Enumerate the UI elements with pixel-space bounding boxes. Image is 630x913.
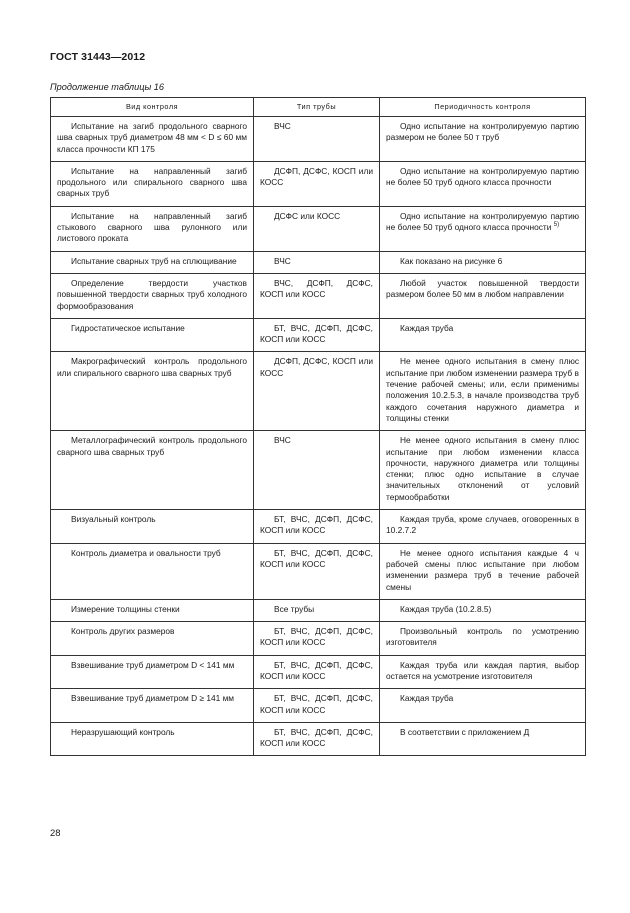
cell-pipe-type-text — [260, 626, 373, 649]
cell-control-period-value: Произвольный контроль по усмотрению изготовителя — [386, 626, 579, 648]
cell-control-period — [380, 622, 586, 656]
cell-control-period-text — [386, 211, 579, 234]
cell-pipe-type — [254, 117, 380, 162]
cell-pipe-type — [254, 206, 380, 251]
cell-control-period-text — [386, 256, 579, 267]
cell-pipe-type-value: ДСФП, ДСФС, КОСП или КОСС — [260, 356, 373, 378]
cell-control-kind-value: Взвешивание труб диаметром D ≥ 141 мм — [71, 693, 235, 704]
cell-control-kind-value: Металлографический контроль продольного сварного шва сварных труб — [57, 435, 247, 457]
table-row — [51, 273, 586, 318]
table-row — [51, 352, 586, 431]
cell-control-period — [380, 510, 586, 544]
table-caption: Продолжение таблицы 16 — [50, 82, 165, 92]
cell-control-kind-text — [57, 604, 247, 615]
cell-pipe-type-value: Все трубы — [274, 603, 315, 614]
cell-control-kind-value: Контроль других размеров — [71, 626, 175, 637]
cell-control-period-text — [386, 693, 579, 704]
cell-control-kind-value: Измерение толщины стенки — [71, 603, 180, 614]
cell-control-kind-value: Визуальный контроль — [71, 514, 156, 525]
cell-pipe-type-text — [260, 256, 373, 267]
cell-control-period-text — [386, 548, 579, 593]
column-header-kind: Вид контроля — [51, 98, 254, 117]
cell-control-period — [380, 431, 586, 510]
cell-control-kind — [51, 431, 254, 510]
cell-control-kind-value: Контроль диаметра и овальности труб — [71, 547, 221, 558]
cell-control-kind — [51, 251, 254, 273]
table-row — [51, 543, 586, 599]
cell-control-kind — [51, 318, 254, 352]
cell-control-kind-text — [57, 435, 247, 458]
footnote-marker: 5) — [553, 222, 560, 229]
cell-control-period-text — [386, 323, 579, 334]
cell-pipe-type-value: БТ, ВЧС, ДСФП, ДСФС, КОСП или КОСС — [260, 514, 373, 536]
cell-pipe-type-text — [260, 166, 373, 189]
cell-pipe-type-text — [260, 121, 373, 132]
cell-control-kind-text — [57, 121, 247, 155]
cell-control-kind-text — [57, 727, 247, 738]
cell-control-kind-text — [57, 323, 247, 334]
cell-pipe-type-text — [260, 356, 373, 379]
cell-control-kind-value: Испытание на загиб продольного сварного шва сварных труб диаметром 48 мм < D ≤ 60 мм класса прочности КП 175 — [57, 121, 247, 154]
table-row — [51, 206, 586, 251]
cell-pipe-type — [254, 722, 380, 756]
cell-control-period-text — [386, 166, 579, 189]
cell-control-kind-value: Определение твердости участков повышенной твердости сварных труб холодного формообразования — [57, 277, 247, 311]
cell-pipe-type-value: ДСФС или КОСС — [274, 210, 341, 221]
table-row — [51, 622, 586, 656]
cell-control-kind-value: Макрографический контроль продольного или спирального сварного шва сварных труб — [57, 356, 247, 378]
cell-control-kind-value: Испытание сварных труб на сплющивание — [71, 255, 237, 266]
cell-pipe-type-text — [260, 604, 373, 615]
cell-control-kind — [51, 689, 254, 723]
cell-pipe-type — [254, 431, 380, 510]
cell-control-period — [380, 352, 586, 431]
cell-control-period-value: Каждая труба, кроме случаев, оговоренных в 10.2.7.2 — [386, 514, 579, 536]
cell-control-kind-value: Неразрушающий контроль — [71, 726, 175, 737]
cell-pipe-type-value: ВЧС — [274, 255, 291, 266]
cell-pipe-type — [254, 622, 380, 656]
cell-control-period-value: Любой участок повышенной твердости размером более 50 мм в любом направлении — [386, 277, 579, 300]
table-row — [51, 318, 586, 352]
cell-pipe-type-text — [260, 548, 373, 571]
cell-control-period-value: Не менее одного испытания в смену плюс испытание при любом изменении класса прочности, наружного диаметра или толщины стенки; плюс одно испытание в случае значительных отклонений от условий термообработки — [386, 435, 579, 502]
cell-control-period-value: Одно испытание на контролируемую партию не более 50 труб одного класса прочности — [386, 165, 579, 188]
cell-pipe-type — [254, 251, 380, 273]
cell-control-period-value: Не менее одного испытания каждые 4 ч рабочей смены плюс испытание при любом изменении размера труб в течение рабочей смены — [386, 547, 579, 592]
cell-pipe-type-text — [260, 211, 373, 222]
cell-control-kind-text — [57, 356, 247, 379]
cell-control-kind-text — [57, 256, 247, 267]
cell-control-kind-text — [57, 166, 247, 200]
cell-pipe-type — [254, 543, 380, 599]
cell-control-period — [380, 543, 586, 599]
cell-pipe-type-value: БТ, ВЧС, ДСФП, ДСФС, КОСП или КОСС — [260, 726, 373, 749]
cell-control-period — [380, 206, 586, 251]
cell-control-period — [380, 318, 586, 352]
cell-control-kind — [51, 273, 254, 318]
cell-control-kind — [51, 117, 254, 162]
cell-control-kind-text — [57, 548, 247, 559]
cell-pipe-type-text — [260, 514, 373, 537]
table-header-row — [51, 98, 586, 117]
cell-control-kind — [51, 599, 254, 621]
cell-control-period-text — [386, 727, 579, 738]
cell-pipe-type-value: ВЧС, ДСФП, ДСФС, КОСП или КОСС — [260, 277, 373, 300]
cell-control-period-value: Каждая труба — [400, 693, 454, 704]
cell-control-period-value: Одно испытание на контролируемую партию не более 50 труб одного класса прочности — [386, 210, 579, 233]
cell-control-kind — [51, 161, 254, 206]
document-header: ГОСТ 31443—2012 — [50, 51, 146, 63]
cell-control-kind-text — [57, 211, 247, 245]
cell-pipe-type — [254, 599, 380, 621]
page-number: 28 — [50, 828, 61, 839]
cell-control-period-value: Одно испытание на контролируемую партию размером не более 50 т труб — [386, 121, 579, 143]
cell-control-period-text — [386, 514, 579, 537]
cell-control-kind — [51, 352, 254, 431]
cell-control-period — [380, 689, 586, 723]
cell-control-kind-text — [57, 660, 247, 671]
cell-control-period-value: Каждая труба — [400, 322, 454, 333]
table-row — [51, 251, 586, 273]
cell-control-period-text — [386, 435, 579, 503]
cell-control-period — [380, 117, 586, 162]
cell-pipe-type-value: ДСФП, ДСФС, КОСП или КОСС — [260, 165, 373, 188]
cell-control-period-value: Как показано на рисунке 6 — [400, 255, 503, 266]
cell-pipe-type-value: ВЧС — [274, 121, 291, 131]
cell-pipe-type — [254, 273, 380, 318]
cell-control-period — [380, 251, 586, 273]
cell-control-period-text — [386, 356, 579, 424]
cell-control-period — [380, 655, 586, 689]
cell-pipe-type-value: БТ, ВЧС, ДСФП, ДСФС, КОСП или КОСС — [260, 626, 373, 648]
cell-pipe-type-text — [260, 693, 373, 716]
column-header-period: Периодичность контроля — [380, 98, 586, 117]
cell-pipe-type-value: БТ, ВЧС, ДСФП, ДСФС, КОСП или КОСС — [260, 659, 373, 681]
table-row — [51, 117, 586, 162]
cell-control-period-text — [386, 604, 579, 615]
cell-control-kind — [51, 622, 254, 656]
cell-pipe-type-text — [260, 727, 373, 750]
cell-control-period-text — [386, 660, 579, 683]
cell-control-kind-text — [57, 278, 247, 312]
cell-pipe-type — [254, 510, 380, 544]
cell-control-period — [380, 722, 586, 756]
cell-control-kind-text — [57, 626, 247, 637]
cell-pipe-type-text — [260, 435, 373, 446]
table-row — [51, 599, 586, 621]
cell-control-kind — [51, 655, 254, 689]
table-row — [51, 510, 586, 544]
cell-pipe-type — [254, 689, 380, 723]
table-row — [51, 689, 586, 723]
cell-control-kind-text — [57, 693, 247, 704]
cell-pipe-type — [254, 655, 380, 689]
cell-control-period-text — [386, 121, 579, 144]
table-row — [51, 655, 586, 689]
control-table — [50, 97, 586, 756]
cell-control-period-text — [386, 626, 579, 649]
cell-control-kind-text — [57, 514, 247, 525]
cell-control-kind-value: Гидростатическое испытание — [71, 322, 185, 333]
cell-pipe-type-text — [260, 660, 373, 683]
cell-control-kind — [51, 543, 254, 599]
cell-control-period — [380, 599, 586, 621]
cell-pipe-type-value: БТ, ВЧС, ДСФП, ДСФС, КОСП или КОСС — [260, 693, 373, 715]
cell-control-period — [380, 273, 586, 318]
cell-pipe-type-value: ВЧС — [274, 435, 291, 446]
cell-control-kind-value: Испытание на направленный загиб стыкового сварного шва рулонного или листового проката — [57, 210, 247, 244]
cell-control-period-value: Каждая труба (10.2.8.5) — [400, 603, 492, 614]
cell-control-kind-value: Взвешивание труб диаметром D < 141 мм — [71, 659, 235, 670]
cell-pipe-type-text — [260, 323, 373, 346]
column-header-type: Тип трубы — [254, 98, 380, 117]
cell-control-period-value: В соответствии с приложением Д — [400, 726, 530, 737]
table-row — [51, 431, 586, 510]
cell-pipe-type-text — [260, 278, 373, 301]
cell-control-period-value: Каждая труба или каждая партия, выбор остается на усмотрение изготовителя — [386, 659, 579, 681]
cell-pipe-type — [254, 161, 380, 206]
cell-control-period — [380, 161, 586, 206]
cell-control-kind — [51, 510, 254, 544]
cell-pipe-type — [254, 318, 380, 352]
cell-control-kind — [51, 206, 254, 251]
cell-pipe-type-value: БТ, ВЧС, ДСФП, ДСФС, КОСП или КОСС — [260, 322, 373, 345]
table-row — [51, 161, 586, 206]
table-row — [51, 722, 586, 756]
cell-control-kind — [51, 722, 254, 756]
cell-control-period-text — [386, 278, 579, 301]
cell-control-kind-value: Испытание на направленный загиб продольного или спирального сварного шва сварных труб — [57, 165, 247, 199]
cell-control-period-value: Не менее одного испытания в смену плюс испытание при любом изменении размера труб в течение рабочей смены; или, если применимы положения 10.2.5.3, в начале производства труб каждого сочетания наружного диаметра и толщины стенки — [386, 356, 579, 423]
cell-pipe-type-value: БТ, ВЧС, ДСФП, ДСФС, КОСП или КОСС — [260, 547, 373, 569]
cell-pipe-type — [254, 352, 380, 431]
